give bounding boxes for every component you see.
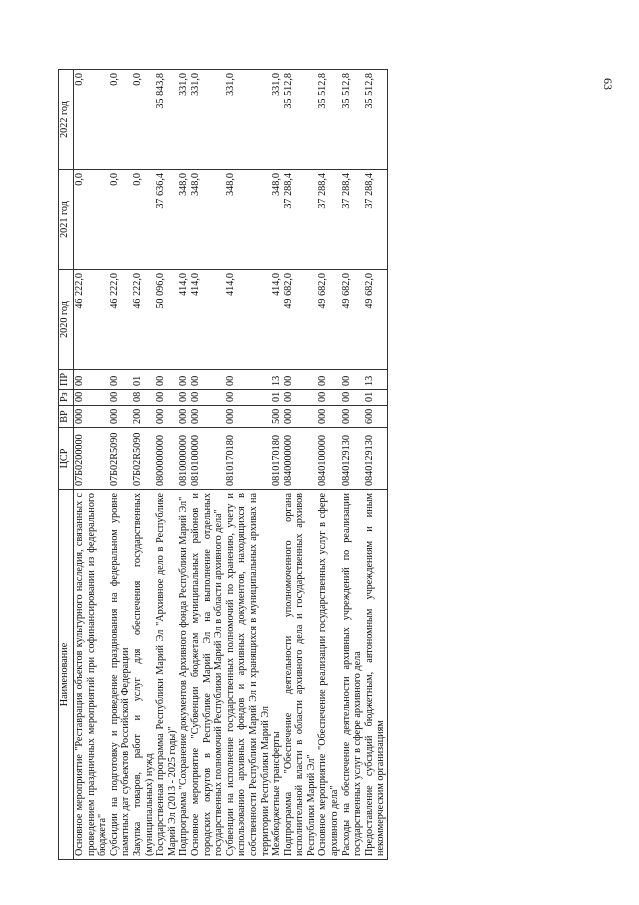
- row-rz-pair: [271, 390, 317, 406]
- row-rz: 00: [155, 390, 178, 406]
- row-pr: 00: [155, 370, 178, 390]
- row-2022: 0,0: [109, 70, 132, 170]
- row-2022: 35 512,8: [282, 73, 294, 109]
- row-2021: 348,0: [225, 170, 271, 270]
- table-row-merged: [271, 70, 317, 860]
- row-name: Межбюджетные трансферты: [271, 731, 283, 856]
- row-csr: 0810100000: [190, 428, 225, 490]
- row-vr: 000: [190, 406, 225, 428]
- header-rz: Рз: [59, 390, 74, 406]
- row-csr: 0810170180: [225, 428, 271, 490]
- row-2020: 414,0: [178, 270, 190, 370]
- row-vr: 600: [364, 406, 388, 428]
- row-2021: 37 288,4: [364, 170, 388, 270]
- table-row: [225, 70, 271, 860]
- row-rz: 01: [364, 390, 388, 406]
- row-rz: 00: [190, 390, 225, 406]
- row-rz: 00: [109, 390, 132, 406]
- row-2021: 37 636,4: [155, 170, 178, 270]
- rotated-page: [58, 70, 548, 860]
- row-2021: 0,0: [109, 170, 132, 270]
- table-row: [155, 70, 178, 860]
- row-vr: 200: [132, 406, 155, 428]
- row-2022: 0,0: [74, 70, 109, 170]
- row-rz: 08: [132, 390, 155, 406]
- row-csr: 07Б0200000: [74, 428, 109, 490]
- row-pr: 01: [132, 370, 155, 390]
- row-2022: 0,0: [132, 70, 155, 170]
- row-csr: 0840100000: [317, 428, 340, 490]
- header-vr: ВР: [59, 406, 74, 428]
- row-pr: 13: [364, 370, 388, 390]
- table-row: [190, 70, 225, 860]
- page-number: 63: [601, 78, 615, 90]
- row-rz: 00: [225, 390, 271, 406]
- row-vr: 000: [225, 406, 271, 428]
- row-2020: 414,0: [225, 270, 271, 370]
- row-rz: 00: [74, 390, 109, 406]
- table-header-row: [59, 70, 74, 860]
- row-2021: 37 288,4: [317, 170, 340, 270]
- row-2020: 46 222,0: [74, 270, 109, 370]
- row-2020: 49 682,0: [317, 270, 340, 370]
- row-vr-pair: [271, 406, 317, 428]
- row-name: Подпрограмма "Обеспечение деятельности уполномоченного органа исполнительной власти в области архивного дела и государственных архивов Республики Марий Эл": [282, 493, 317, 856]
- table-row: [364, 70, 388, 860]
- row-2020: 46 222,0: [132, 270, 155, 370]
- header-csr: ЦСР: [59, 428, 74, 490]
- row-name-pair: [271, 490, 317, 860]
- row-pr: 00: [74, 370, 109, 390]
- row-pr: 00: [282, 375, 294, 386]
- row-csr: 0800000000: [155, 428, 178, 490]
- row-2020: 49 682,0: [364, 270, 388, 370]
- row-2021: 37 288,4: [282, 173, 294, 209]
- table-row: [317, 70, 340, 860]
- row-2022: 331,0: [178, 70, 190, 170]
- row-pr: 00: [178, 370, 190, 390]
- row-name: Субвенции на исполнение государственных полномочий по хранению, учету и использованию архивных фондов и архивных документов, находящихся в собственности Республики Марий Эл и хранящихся в муниципальных архивах на территории Республики Марий Эл: [225, 490, 271, 860]
- row-2021: 348,0: [190, 170, 225, 270]
- row-csr-pair: [271, 428, 317, 490]
- row-name: Подпрограмма "Сохранение документов Архивного фонда Республики Марий Эл": [178, 490, 190, 860]
- row-name: Основное мероприятие "Субвенции бюджетам муниципальных районов и городских округов в Республике Марий Эл на выполнение отдельных государственных полномочий Республики Марий Эл в области архивного дела": [190, 490, 225, 860]
- row-vr: 000: [178, 406, 190, 428]
- header-name: Наименование: [59, 490, 74, 860]
- header-2020: 2020 год: [59, 270, 74, 370]
- header-2022: 2022 год: [59, 70, 74, 170]
- row-2020: 414,0: [271, 273, 283, 296]
- header-pr: ПР: [59, 370, 74, 390]
- row-2022: 331,0: [271, 73, 283, 96]
- row-2022: 35 512,8: [341, 70, 364, 170]
- row-2022: 331,0: [190, 70, 225, 170]
- row-name: Предоставление субсидий бюджетным, автономным учреждениям и иным некоммерческим организациям: [364, 490, 388, 860]
- row-pr: 00: [317, 370, 340, 390]
- row-csr: 07Б02R5090: [132, 428, 155, 490]
- row-2022: 35 843,8: [155, 70, 178, 170]
- row-name: Закупка товаров, работ и услуг для обеспечения государственных (муниципальных) нужд: [132, 490, 155, 860]
- row-pr-pair: [271, 370, 317, 390]
- row-rz: 00: [341, 390, 364, 406]
- row-2021-pair: [271, 170, 317, 270]
- row-rz: 00: [282, 391, 294, 402]
- row-pr: 00: [341, 370, 364, 390]
- row-pr: 00: [190, 370, 225, 390]
- row-2021: 0,0: [74, 170, 109, 270]
- row-pr: 00: [225, 370, 271, 390]
- row-name: Государственная программа Республики Марий Эл "Архивное дело в Республике Марий Эл (2013 - 2025 годы)": [155, 490, 178, 860]
- row-2020: 50 096,0: [155, 270, 178, 370]
- row-2021: 348,0: [271, 173, 283, 196]
- table-row: [178, 70, 190, 860]
- row-2020-pair: [271, 270, 317, 370]
- row-2022: 331,0: [225, 70, 271, 170]
- row-vr: 000: [317, 406, 340, 428]
- row-2022-pair: [271, 70, 317, 170]
- row-csr: 0810000000: [178, 428, 190, 490]
- row-2020: 46 222,0: [109, 270, 132, 370]
- row-csr: 0840129130: [364, 428, 388, 490]
- row-vr: 500: [271, 408, 283, 424]
- table-row: [109, 70, 132, 860]
- row-vr: 000: [341, 406, 364, 428]
- row-2021: 348,0: [178, 170, 190, 270]
- budget-table: [58, 69, 388, 860]
- row-csr: 0840129130: [341, 428, 364, 490]
- row-rz: 00: [178, 390, 190, 406]
- row-2022: 35 512,8: [317, 70, 340, 170]
- row-vr: 000: [282, 408, 294, 424]
- table-row: [132, 70, 155, 860]
- row-2021: 37 288,4: [341, 170, 364, 270]
- row-name: Основное мероприятие "Реставрация объектов культурного наследия, связанных с проведением праздничных мероприятий при софинансировании из федерального бюджета": [74, 490, 109, 860]
- row-name: Основное мероприятие "Обеспечение реализации государственных услуг в сфере архивного дела": [317, 490, 340, 860]
- row-pr: 13: [271, 375, 283, 386]
- row-vr: 000: [74, 406, 109, 428]
- row-pr: 00: [109, 370, 132, 390]
- row-csr: 0810170180: [271, 435, 283, 486]
- row-rz: 01: [271, 391, 283, 402]
- row-2020: 49 682,0: [341, 270, 364, 370]
- row-rz: 00: [317, 390, 340, 406]
- header-2021: 2021 год: [59, 170, 74, 270]
- row-2022: 35 512,8: [364, 70, 388, 170]
- row-csr: 0840000000: [282, 435, 294, 486]
- row-2020: 49 682,0: [282, 273, 294, 309]
- row-name: Расходы на обеспечение деятельности архивных учреждений по реализации государственных услуг в сфере архивного дела: [341, 490, 364, 860]
- row-name: Субсидии на подготовку и проведение празднования на федеральном уровне памятных дат субъектов Российской Федерации: [109, 490, 132, 860]
- row-2021: 0,0: [132, 170, 155, 270]
- table-row: [341, 70, 364, 860]
- row-2020: 414,0: [190, 270, 225, 370]
- row-vr: 000: [109, 406, 132, 428]
- row-vr: 000: [155, 406, 178, 428]
- table-row: [74, 70, 109, 860]
- row-csr: 07Б02R5090: [109, 428, 132, 490]
